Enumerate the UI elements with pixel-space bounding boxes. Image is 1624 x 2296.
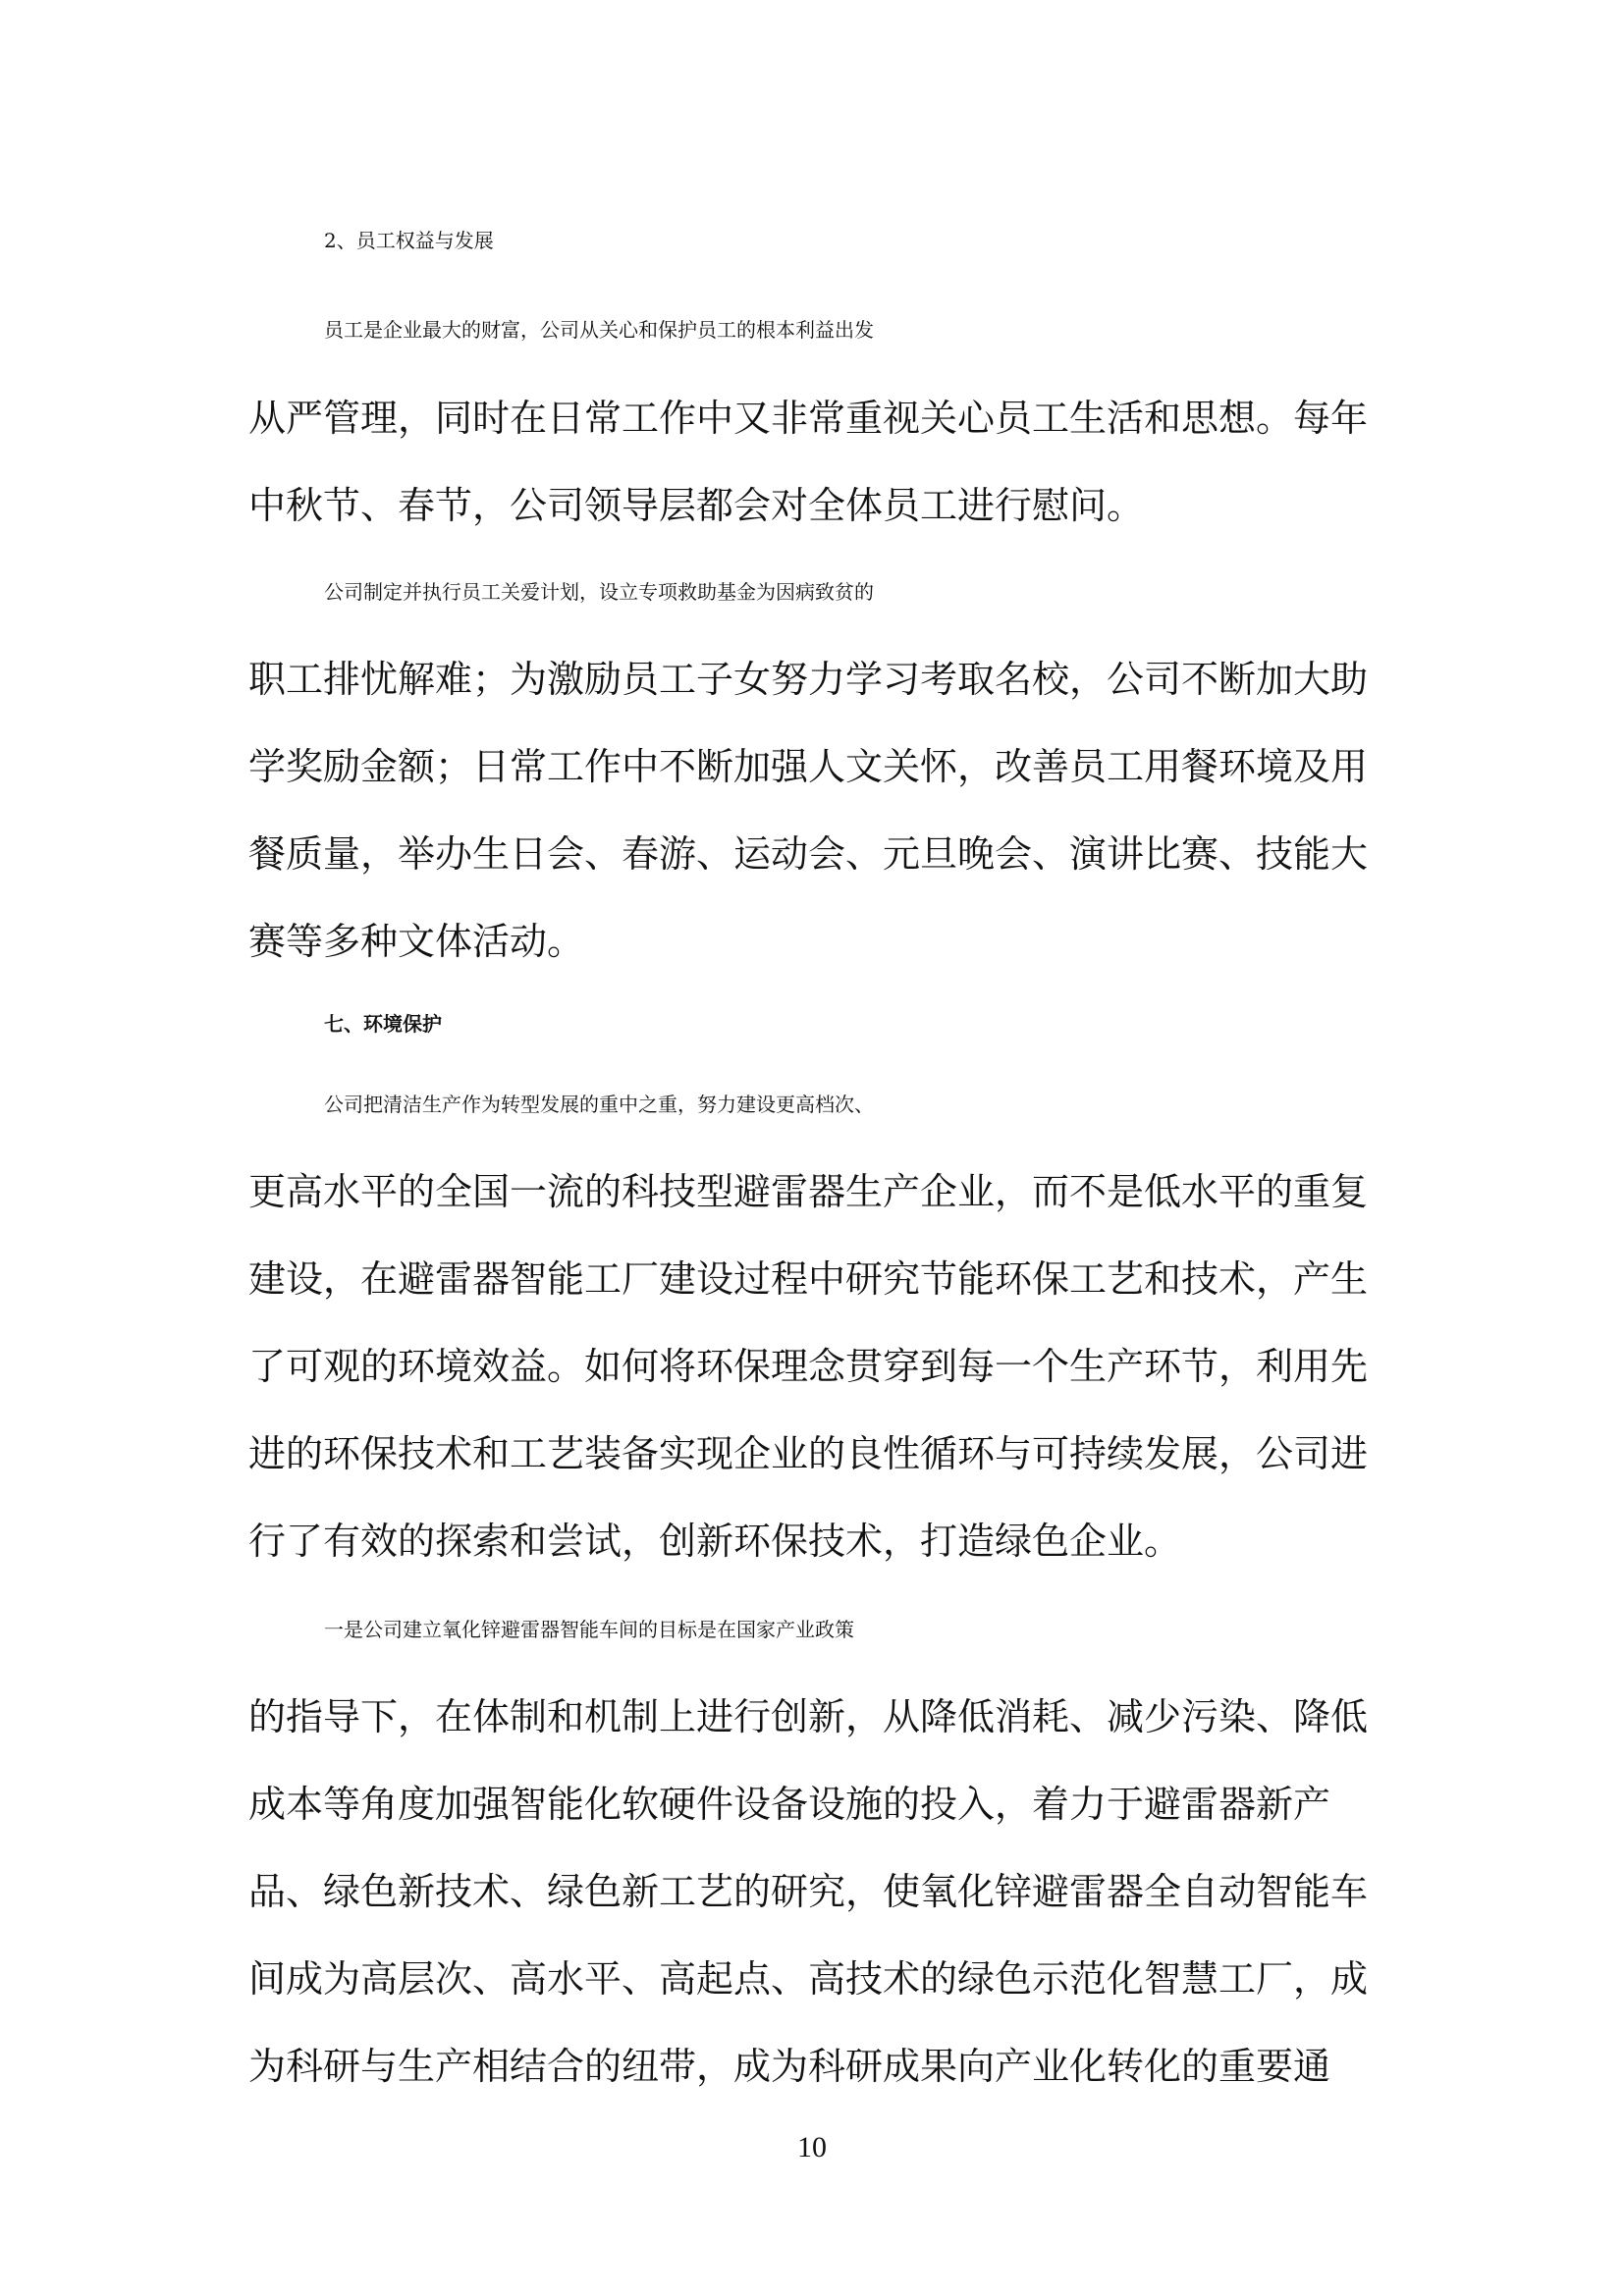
paragraph-line: 学奖励金额；日常工作中不断加强人文关怀，改善员工用餐环境及用 <box>248 745 1369 788</box>
paragraph-line: 餐质量，举办生日会、春游、运动会、元旦晚会、演讲比赛、技能大 <box>248 832 1369 876</box>
section-heading: 七、环境保护 <box>324 1012 442 1036</box>
paragraph-line: 职工排忧解难；为激励员工子女努力学习考取名校，公司不断加大助 <box>248 658 1369 701</box>
section-subheading: 2、员工权益与发展 <box>324 229 494 252</box>
paragraph-line: 成本等角度加强智能化软硬件设备设施的投入，着力于避雷器新产 <box>248 1783 1331 1826</box>
paragraph-line: 品、绿色新技术、绿色新工艺的研究，使氧化锌避雷器全自动智能车 <box>248 1870 1369 1913</box>
paragraph-line: 中秋节、春节，公司领导层都会对全体员工进行慰问。 <box>248 484 1145 527</box>
page-number: 10 <box>797 2131 827 2163</box>
paragraph-line: 员工是企业最大的财富，公司从关心和保护员工的根本利益出发 <box>324 318 874 342</box>
paragraph-line: 为科研与生产相结合的纽带，成为科研成果向产业化转化的重要通 <box>248 2045 1331 2088</box>
paragraph-line: 从严管理，同时在日常工作中又非常重视关心员工生活和思想。每年 <box>248 397 1369 440</box>
paragraph-line: 了可观的环境效益。如何将环保理念贯穿到每一个生产环节，利用先 <box>248 1345 1369 1388</box>
paragraph-line: 建设，在避雷器智能工厂建设过程中研究节能环保工艺和技术，产生 <box>248 1257 1369 1301</box>
paragraph-line: 的指导下，在体制和机制上进行创新，从降低消耗、减少污染、降低 <box>248 1695 1369 1738</box>
paragraph-line: 公司制定并执行员工关爱计划，设立专项救助基金为因病致贫的 <box>324 580 874 604</box>
paragraph-line: 进的环保技术和工艺装备实现企业的良性循环与可持续发展，公司进 <box>248 1432 1369 1475</box>
paragraph-line: 一是公司建立氧化锌避雷器智能车间的目标是在国家产业政策 <box>324 1618 854 1641</box>
paragraph-line: 间成为高层次、高水平、高起点、高技术的绿色示范化智慧工厂，成 <box>248 1957 1369 2001</box>
paragraph-line: 行了有效的探索和尝试，创新环保技术，打造绿色企业。 <box>248 1520 1182 1563</box>
paragraph-line: 赛等多种文体活动。 <box>248 920 585 963</box>
paragraph-line: 公司把清洁生产作为转型发展的重中之重，努力建设更高档次、 <box>324 1093 874 1116</box>
paragraph-line: 更高水平的全国一流的科技型避雷器生产企业，而不是低水平的重复 <box>248 1170 1369 1213</box>
